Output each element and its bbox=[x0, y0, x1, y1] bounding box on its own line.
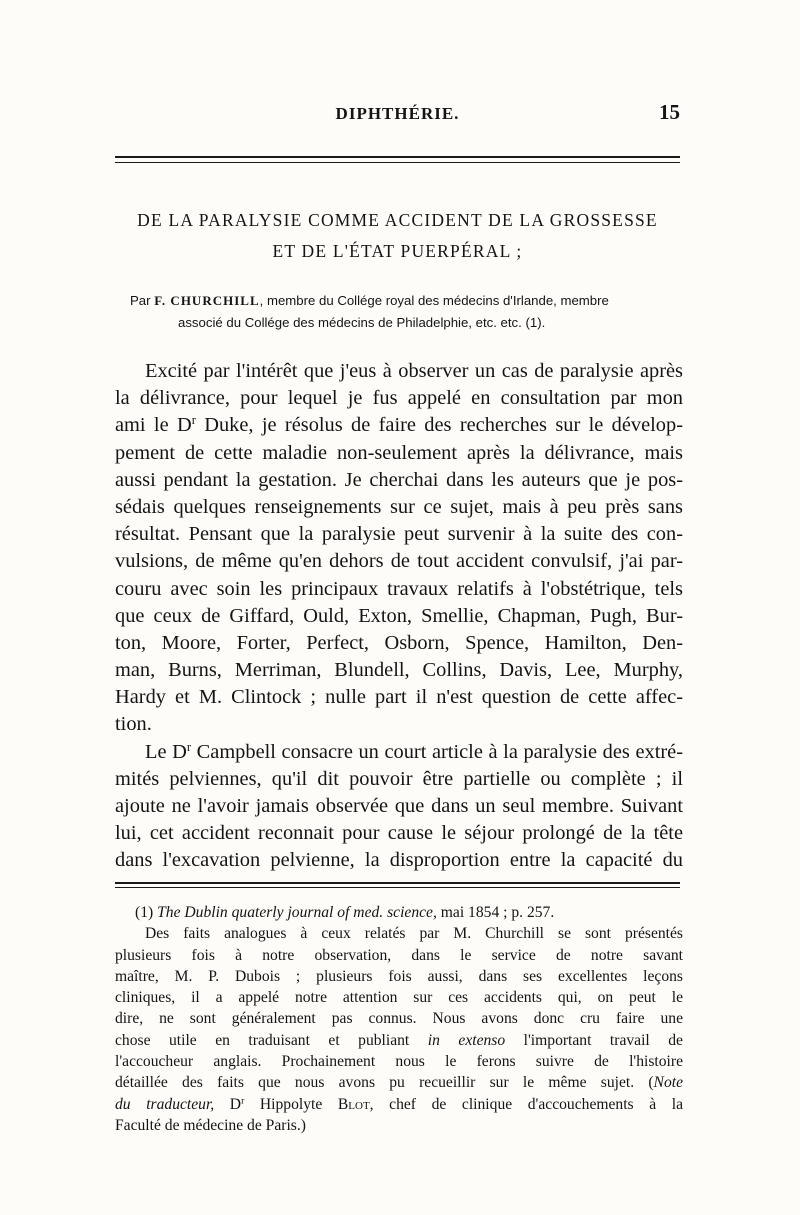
byline-line bbox=[130, 290, 685, 312]
superscript: r bbox=[191, 413, 196, 428]
body-line: ajoute ne l'avoir jamais observée que dans un seul membre. Suivant bbox=[115, 795, 683, 817]
body-line: aussi pendant la gestation. Je cherchai dans les auteurs que je pos- bbox=[115, 468, 683, 491]
body-line: vulsions, de même qu'en dehors de tout accident convulsif, j'ai par- bbox=[115, 550, 683, 573]
footnote-line: maître, M. P. Dubois ; plusieurs fois aussi, dans ses excellentes leçons bbox=[115, 967, 683, 985]
body-line: ton, Moore, Forter, Perfect, Osborn, Spence, Hamilton, Den- bbox=[115, 631, 683, 654]
body-line: dans l'excavation pelvienne, la disproportion entre la capacité du bbox=[115, 849, 683, 872]
body-line: la délivrance, pour lequel je fus appelé en consultation par mon bbox=[115, 387, 683, 410]
footnote-line: Des faits analogues à ceux relatés par M. Churchill se sont présentés bbox=[145, 925, 683, 943]
footnote-number: (1) bbox=[135, 904, 154, 921]
body-line: Excité par l'intérêt que j'eus à observer un cas de paralysie après bbox=[145, 360, 683, 382]
body-line: pement de cette maladie non-seulement après la délivrance, mais bbox=[115, 441, 683, 464]
footnote-reference bbox=[115, 902, 683, 923]
page-number: 15 bbox=[659, 100, 680, 124]
body-line: Hardy et M. Clintock ; nulle part il n'est question de cette affec- bbox=[115, 686, 683, 709]
footnote-text: l'important travail de bbox=[505, 1031, 683, 1049]
article-title-line: ET DE L'ÉTAT PUERPÉRAL ; bbox=[272, 241, 523, 261]
superscript: r bbox=[241, 1095, 245, 1107]
body-line: que ceux de Giffard, Ould, Exton, Smellie, Chapman, Pugh, Bur- bbox=[115, 604, 683, 627]
footnote-line bbox=[115, 1030, 683, 1051]
body-line: man, Burns, Merriman, Blundell, Collins, Davis, Lee, Murphy, bbox=[115, 659, 683, 682]
byline-line: associé du Collége des médecins de Philadelphie, etc. etc. (1). bbox=[178, 315, 546, 330]
body-line: lui, cet accident reconnait pour cause le séjour prolongé de la tête bbox=[115, 822, 683, 845]
byline bbox=[130, 290, 685, 334]
footnote-rule-thick bbox=[115, 882, 680, 884]
header-rule-thin bbox=[115, 162, 680, 163]
byline-affiliation: , membre du Collége royal des médecins d'Irlande, membre bbox=[259, 293, 609, 308]
footnote-text: Hippolyte bbox=[244, 1095, 338, 1113]
running-head-title: DIPHTHÉRIE. bbox=[335, 104, 460, 123]
footnote-text: , chef de clinique d'accouchements à la bbox=[369, 1095, 683, 1113]
footnote-citation: mai 1854 ; p. 257. bbox=[436, 904, 555, 921]
running-head bbox=[115, 100, 680, 130]
body-text bbox=[115, 358, 683, 875]
latin-phrase: in extenso bbox=[427, 1031, 506, 1049]
body-line: tion. bbox=[115, 713, 152, 736]
body-line: mités pelviennes, qu'il dit pouvoir être partielle ou complète ; il bbox=[115, 767, 683, 790]
footnote-text: chose utile en traduisant et publiant bbox=[115, 1031, 410, 1049]
body-line: résultat. Pensant que la paralysie peut survenir à la suite des con- bbox=[115, 523, 683, 546]
footnote-line: l'accoucheur anglais. Prochainement nous le ferons suivre de l'histoire bbox=[115, 1053, 683, 1071]
article-title bbox=[110, 205, 685, 267]
header-rule-thick bbox=[115, 156, 680, 158]
body-line: ami le $D^r$ Duke, je résolus de faire des recherches sur le dévelop- bbox=[115, 413, 683, 437]
byline-prefix: Par bbox=[130, 293, 155, 308]
footnote-line: plusieurs fois à notre observation, dans le service de notre savant bbox=[115, 946, 683, 964]
author-name: F. CHURCHILL bbox=[154, 293, 260, 308]
body-line: couru avec soin les principaux travaux relatifs à l'obstétrique, tels bbox=[115, 577, 683, 600]
translator-note-label: du traducteur, bbox=[115, 1095, 215, 1113]
article-title-line: DE LA PARALYSIE COMME ACCIDENT DE LA GROSSESSE bbox=[137, 210, 658, 230]
footnote-rule-thin bbox=[115, 887, 680, 888]
footnote-line: Faculté de médecine de Paris.) bbox=[115, 1116, 306, 1134]
footnote-line bbox=[115, 1094, 683, 1115]
footnote-line: cliniques, il a appelé notre attention sur ces accidents qui, on peut le bbox=[115, 989, 683, 1007]
translator-name: Blot bbox=[337, 1095, 370, 1113]
body-line: sédais quelques renseignements sur ce sujet, mais à peu près sans bbox=[115, 495, 683, 518]
footnote-text: détaillée des faits que nous avons pu recueillir sur le même sujet. ( bbox=[115, 1074, 654, 1092]
journal-title: The Dublin quaterly journal of med. science, bbox=[157, 904, 437, 921]
footnote bbox=[115, 902, 683, 1136]
footnote-line: dire, ne sont généralement pas connus. Nous avons donc cru faire une bbox=[115, 1010, 683, 1028]
footnote-text: D bbox=[214, 1095, 242, 1113]
footnote-line bbox=[115, 1072, 683, 1093]
superscript: r bbox=[186, 739, 192, 754]
body-line: Le $D^r$ Campbell consacre un court article à la paralysie des extré- bbox=[145, 739, 683, 763]
translator-note-label: Note bbox=[653, 1074, 683, 1092]
